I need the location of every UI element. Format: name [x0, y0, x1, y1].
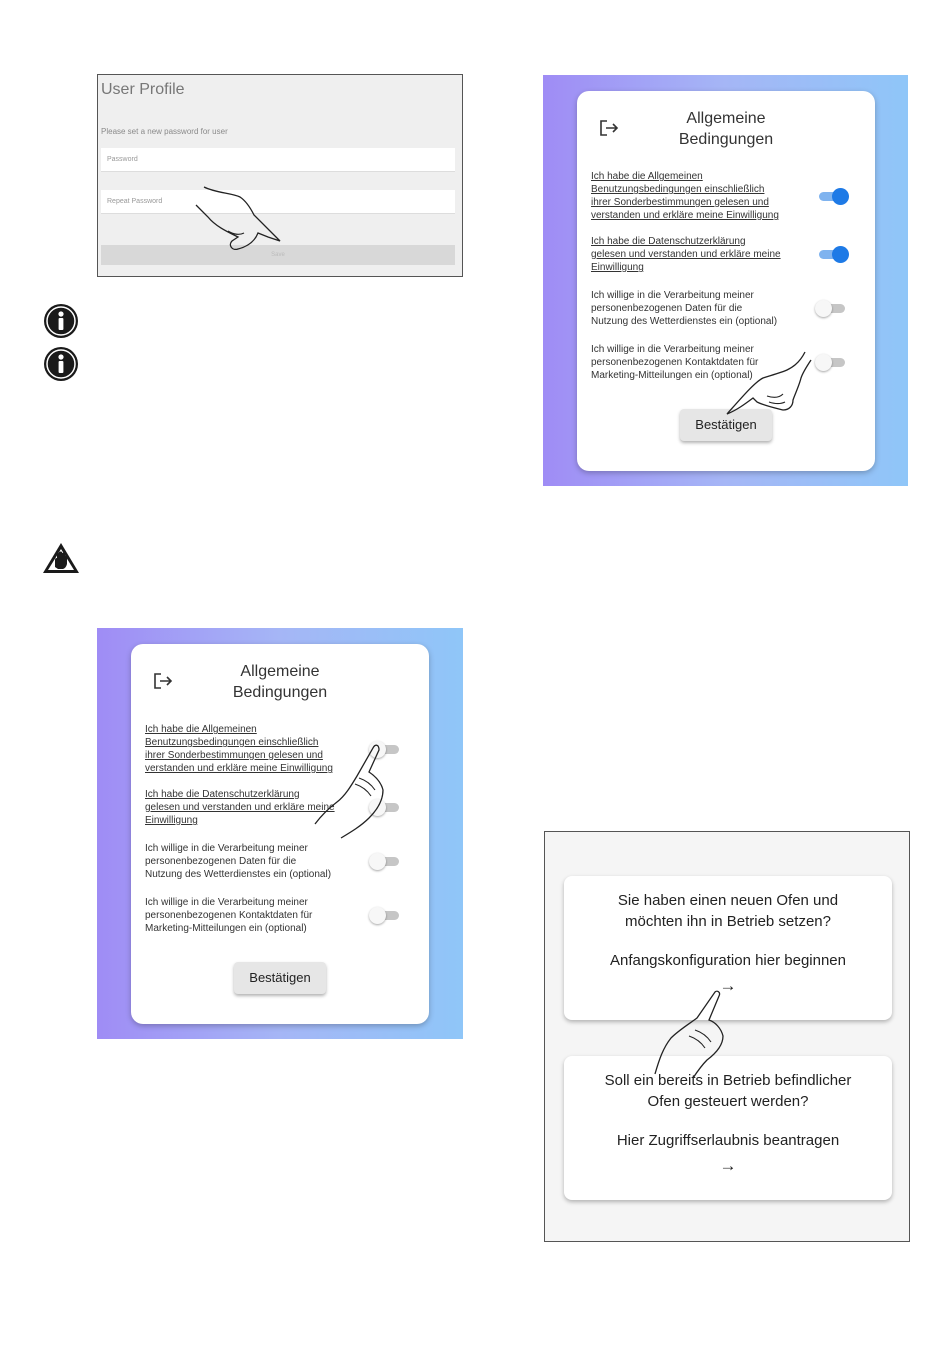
consent-weather-toggle[interactable]	[815, 298, 849, 318]
consent-dialog-screenshot-b	[97, 628, 463, 1039]
request-access-link[interactable]: Hier Zugriffserlaubnis beantragen	[616, 1132, 840, 1149]
consent-card	[131, 644, 429, 1024]
consent-card	[577, 91, 875, 471]
save-button[interactable]: Save	[101, 245, 455, 265]
consent-terms-toggle[interactable]	[369, 739, 403, 759]
consent-marketing-text: Ich willige in die Verarbeitung meiner personenbezogenen Kontaktdaten für Marketing-Mitteilungen ein (optional)	[145, 897, 313, 934]
consent-privacy-toggle[interactable]	[369, 797, 403, 817]
arrow-right-icon[interactable]: →	[719, 976, 737, 995]
consent-privacy-text[interactable]: Ich habe die Datenschutzerklärung gelesen und verstanden und erkläre meine Einwilligung	[145, 789, 335, 826]
arrow-right-icon[interactable]: →	[719, 1156, 737, 1175]
start-configuration-link[interactable]: Anfangskonfiguration hier beginnen	[609, 952, 846, 969]
dialog-title: Allgemeine Bedingungen	[232, 663, 328, 701]
consent-terms-text[interactable]: Ich habe die Allgemeinen Benutzungsbedingungen einschließlich ihrer Sonderbestimmungen gelesen und verstanden und erkläre meine Einwilligung	[591, 171, 779, 221]
new-oven-card[interactable]	[564, 876, 892, 1020]
confirm-button[interactable]: Bestätigen	[680, 409, 772, 441]
consent-marketing-toggle[interactable]	[815, 352, 849, 372]
user-profile-screenshot	[97, 74, 463, 277]
consent-weather-toggle[interactable]	[369, 851, 403, 871]
consent-terms-toggle[interactable]	[817, 186, 851, 206]
password-input[interactable]: Password	[101, 148, 455, 172]
consent-privacy-text[interactable]: Ich habe die Datenschutzerklärung gelesen und verstanden und erkläre meine Einwilligung	[591, 236, 781, 273]
oven-setup-screenshot	[544, 831, 910, 1242]
consent-weather-text: Ich willige in die Verarbeitung meiner personenbezogenen Daten für die Nutzung des Wetterdienstes ein (optional)	[145, 843, 332, 880]
password-hint: Please set a new password for user	[101, 127, 228, 136]
info-icon	[43, 303, 79, 339]
repeat-password-input[interactable]: Repeat Password	[101, 190, 455, 214]
consent-marketing-toggle[interactable]	[369, 905, 403, 925]
hand-warning-icon	[41, 541, 81, 575]
new-oven-question: Sie haben einen neuen Ofen und möchten ihn in Betrieb setzen?	[617, 892, 839, 930]
info-icon	[43, 346, 79, 382]
dialog-title: Allgemeine Bedingungen	[678, 110, 774, 148]
existing-oven-question: Soll ein bereits in Betrieb befindlicher Ofen gesteuert werden?	[604, 1072, 852, 1110]
consent-marketing-text: Ich willige in die Verarbeitung meiner personenbezogenen Kontaktdaten für Marketing-Mitteilungen ein (optional)	[591, 344, 759, 381]
consent-terms-text[interactable]: Ich habe die Allgemeinen Benutzungsbedingungen einschließlich ihrer Sonderbestimmungen gelesen und verstanden und erkläre meine Einwilligung	[145, 724, 333, 774]
consent-weather-text: Ich willige in die Verarbeitung meiner personenbezogenen Daten für die Nutzung des Wetterdienstes ein (optional)	[591, 290, 778, 327]
page-title: User Profile	[101, 81, 185, 98]
existing-oven-card[interactable]	[564, 1056, 892, 1200]
consent-dialog-screenshot-a	[543, 75, 908, 486]
consent-privacy-toggle[interactable]	[817, 244, 851, 264]
confirm-button[interactable]: Bestätigen	[234, 962, 326, 994]
